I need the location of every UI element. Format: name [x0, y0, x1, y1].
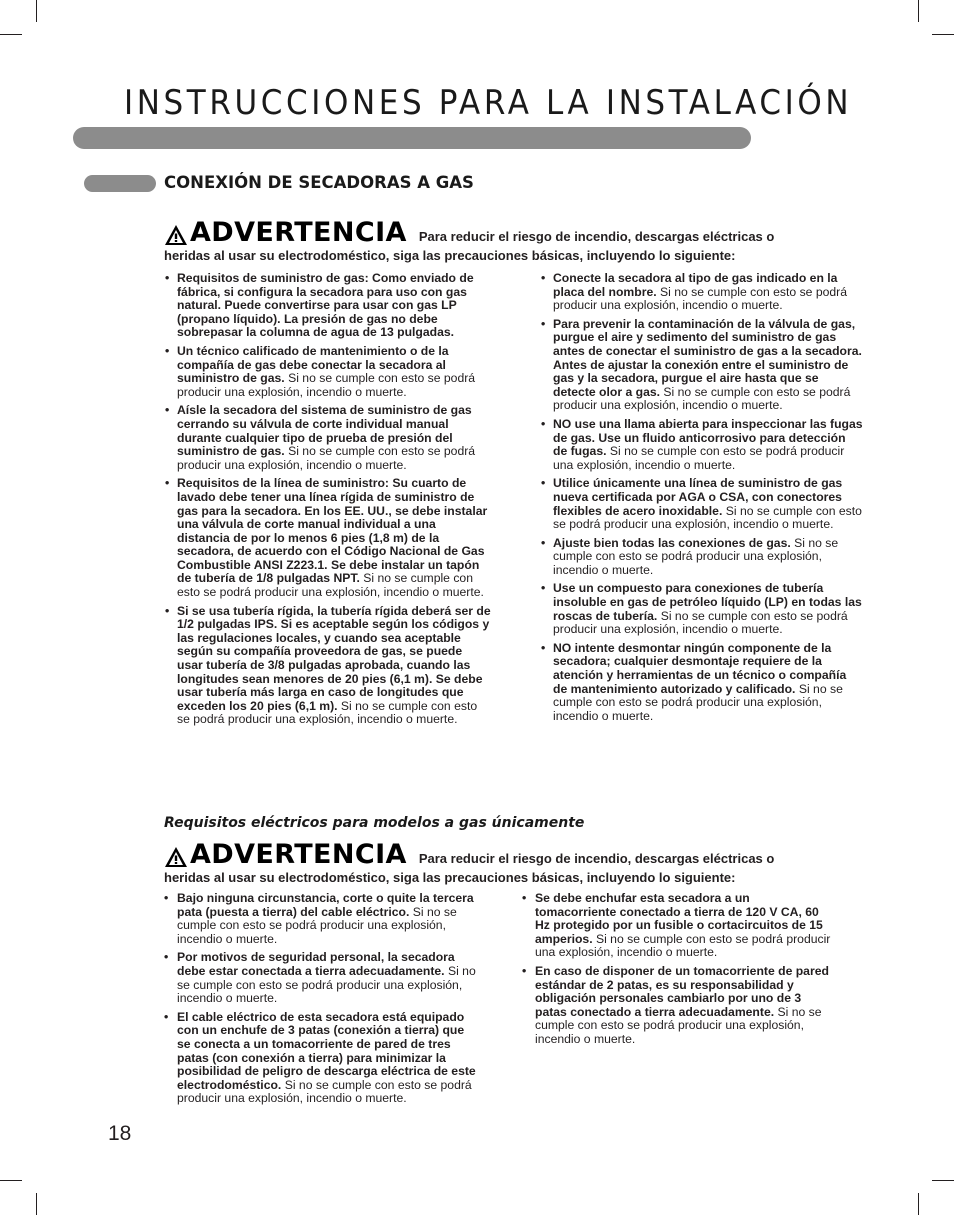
crop-mark	[918, 1193, 919, 1215]
crop-mark	[0, 34, 22, 35]
item-normal-text: Si no se cumple con esto se podrá producir una explosión, incendio o muerte.	[553, 535, 839, 577]
bullet: •	[164, 1009, 169, 1024]
item-normal-text: Si no se cumple con esto se podrá producir una explosión, incendio o muerte.	[553, 503, 862, 532]
bullet: •	[522, 963, 527, 978]
bullet: •	[541, 271, 546, 285]
bullet: •	[541, 535, 546, 550]
gas-requirements-right	[541, 272, 863, 728]
item-normal-text: Si no se cumple con esto se podrá producir una explosión, incendio o muerte.	[177, 1077, 472, 1106]
warning-block	[164, 217, 844, 264]
bullet: •	[541, 581, 546, 596]
list-item	[165, 477, 491, 599]
warning-text: Para reducir el riesgo de incendio, descargas eléctricas o	[418, 851, 775, 866]
list-item	[165, 404, 491, 472]
item-bold-text: Si se usa tubería rígida, la tubería rígida deberá ser de 1/2 pulgadas IPS. Si es aceptable según los códigos y las regulaciones locales, y cuando sea aceptable según su compañía proveedora de gas, se puede usar tubería de 3/8 pulgadas aprobada, cuando las longitudes sean menores de 20 pies (6,1 m). Se debe usar tubería más larga en caso de longitudes que exceden los 20 pies (6,1 m).	[177, 603, 491, 713]
bullet: •	[164, 891, 169, 905]
section-marker	[84, 175, 156, 192]
warning-block	[164, 839, 844, 886]
page-number: 18	[108, 1122, 132, 1145]
bullet: •	[541, 316, 546, 331]
item-normal-text: Si no se cumple con esto se podrá producir una explosión, incendio o muerte.	[535, 931, 831, 960]
bullet: •	[541, 476, 546, 491]
list-item	[541, 537, 863, 578]
item-normal-text: Si no se cumple con esto se podrá producir una explosión, incendio o muerte.	[177, 904, 457, 946]
item-normal-text: Si no se cumple con esto se podrá producir una explosión, incendio o muerte.	[177, 698, 478, 727]
list-item	[164, 1011, 476, 1106]
item-bold-text: Se debe enchufar esta secadora a un tomacorriente conectado a tierra de 120 V CA, 60 Hz protegido por un fusible o cortacircuitos de 15 amperios.	[535, 891, 823, 946]
item-normal-text: Si no se cumple con esto se podrá producir una explosión, incendio o muerte.	[177, 571, 484, 600]
bullet: •	[522, 891, 527, 905]
item-normal-text: Si no se cumple con esto se podrá producir una explosión, incendio o muerte.	[535, 1004, 822, 1046]
electrical-requirements-right	[522, 892, 832, 1052]
item-normal-text: Si no se cumple con esto se podrá producir una explosión, incendio o muerte.	[177, 444, 476, 472]
item-normal-text: Si no se cumple con esto se podrá producir una explosión, incendio o muerte.	[553, 444, 845, 472]
bullet: •	[165, 403, 170, 418]
item-bold-text: Por motivos de seguridad personal, la secadora debe estar conectada a tierra adecuadamente.	[177, 950, 455, 978]
list-item	[165, 345, 491, 399]
crop-mark	[932, 1180, 954, 1181]
list-item	[164, 951, 476, 1005]
item-bold-text: Aísle la secadora del sistema de suministro de gas cerrando su válvula de corte individual manual durante cualquier tipo de prueba de presión del suministro de gas.	[177, 403, 472, 459]
crop-mark	[918, 0, 919, 22]
item-bold-text: Requisitos de la línea de suministro: Su cuarto de lavado debe tener una línea rígida de suministro de gas para la secadora. En los EE. UU., se debe instalar una válvula de corte manual individual a una distancia de por lo menos 6 pies (1,8 m) de la secadora, de acuerdo con el Código Nacional de Gas Combustible ANSI Z223.1. Se debe instalar un tapón de tubería de 1/8 pulgadas NPT.	[177, 476, 488, 586]
item-bold-text: El cable eléctrico de esta secadora está equipado con un enchufe de 3 patas (conexión a tierra) que se conecta a un tomacorriente de pared de tres patas (con conexión a tierra) para minimizar la posibilidad de peligro de descarga eléctrica de este electrodoméstico.	[177, 1009, 476, 1092]
item-bold-text: Ajuste bien todas las conexiones de gas.	[553, 535, 791, 550]
list-item	[522, 892, 832, 960]
crop-mark	[0, 1180, 22, 1181]
section-title: CONEXIÓN DE SECADORAS A GAS	[164, 173, 474, 192]
warning-triangle-icon	[164, 846, 188, 868]
list-item	[541, 418, 863, 472]
warning-text: Para reducir el riesgo de incendio, descargas eléctricas o	[418, 229, 775, 244]
gas-requirements-left	[165, 272, 491, 732]
list-item	[541, 582, 863, 636]
bullet: •	[541, 640, 546, 655]
bullet: •	[165, 603, 170, 618]
crop-mark	[932, 34, 954, 35]
crop-mark	[36, 0, 37, 22]
electrical-requirements-left	[164, 892, 476, 1111]
bullet: •	[164, 950, 169, 965]
bullet: •	[165, 343, 170, 358]
warning-word: ADVERTENCIA	[190, 839, 407, 870]
page-title: INSTRUCCIONES PARA LA INSTALACIÓN	[124, 84, 853, 123]
item-normal-text: Si no se cumple con esto se podrá producir una explosión, incendio o muerte.	[553, 284, 847, 313]
list-item	[541, 642, 863, 724]
item-normal-text: Si no se cumple con esto se podrá producir una explosión, incendio o muerte.	[177, 963, 476, 1006]
list-item	[541, 272, 863, 313]
electrical-heading: Requisitos eléctricos para modelos a gas únicamente	[164, 815, 585, 831]
bullet: •	[165, 271, 170, 285]
item-bold-text: En caso de disponer de un tomacorriente de pared estándar de 2 patas, es su responsabilidad y obligación personales cambiarlo por uno de 3 patas conectado a tierra adecuadamente.	[535, 963, 829, 1019]
warning-text: heridas al usar su electrodoméstico, siga las precauciones básicas, incluyendo lo siguiente:	[164, 870, 736, 885]
warning-word: ADVERTENCIA	[190, 217, 407, 248]
list-item	[522, 965, 832, 1047]
crop-mark	[36, 1193, 37, 1215]
list-item	[165, 605, 491, 727]
item-bold-text: Para prevenir la contaminación de la válvula de gas, purgue el aire y sedimento del suministro de gas antes de conectar el suministro de gas a la secadora. Antes de ajustar la conexión entre el suministro de gas y la secadora, purgue el aire hasta que se detecte olor a gas.	[553, 316, 862, 399]
item-normal-text: Si no se cumple con esto se podrá producir una explosión, incendio o muerte.	[553, 384, 851, 413]
item-bold-text: Use un compuesto para conexiones de tubería insoluble en gas de petróleo líquido (LP) en todas las roscas de tubería.	[553, 581, 862, 623]
list-item	[164, 892, 476, 946]
bullet: •	[165, 476, 170, 491]
item-bold-text: NO use una llama abierta para inspeccionar las fugas de gas. Use un fluido anticorrosivo para detección de fugas.	[553, 416, 863, 459]
warning-triangle-icon	[164, 224, 188, 246]
item-bold-text: Requisitos de suministro de gas: Como enviado de fábrica, si configura la secadora para uso con gas natural. Puede convertirse para usar con gas LP (propano líquido). La presión de gas no debe sobrepasar la columna de agua de 13 pulgadas.	[177, 271, 474, 340]
title-bar	[73, 127, 751, 149]
item-bold-text: Conecte la secadora al tipo de gas indicado en la placa del nombre.	[553, 271, 838, 299]
bullet: •	[541, 416, 546, 431]
list-item	[541, 318, 863, 413]
item-normal-text: Si no se cumple con esto se podrá producir una explosión, incendio o muerte.	[177, 371, 476, 399]
list-item	[165, 272, 491, 340]
list-item	[541, 477, 863, 531]
item-bold-text: NO intente desmontar ningún componente de la secadora; cualquier desmontaje requiere de la atención y herramientas de un técnico o compañía de mantenimiento autorizado y calificado.	[553, 640, 847, 696]
item-bold-text: Bajo ninguna circunstancia, corte o quite la tercera pata (puesta a tierra) del cable eléctrico.	[177, 891, 474, 919]
item-normal-text: Si no se cumple con esto se podrá producir una explosión, incendio o muerte.	[553, 681, 843, 723]
warning-text: heridas al usar su electrodoméstico, siga las precauciones básicas, incluyendo lo siguiente:	[164, 248, 736, 263]
item-bold-text: Un técnico calificado de mantenimiento o de la compañía de gas debe conectar la secadora al suministro de gas.	[177, 343, 449, 386]
item-bold-text: Utilice únicamente una línea de suministro de gas nueva certificada por AGA o CSA, con conectores flexibles de acero inoxidable.	[553, 476, 843, 518]
item-normal-text: Si no se cumple con esto se podrá producir una explosión, incendio o muerte.	[553, 608, 848, 637]
